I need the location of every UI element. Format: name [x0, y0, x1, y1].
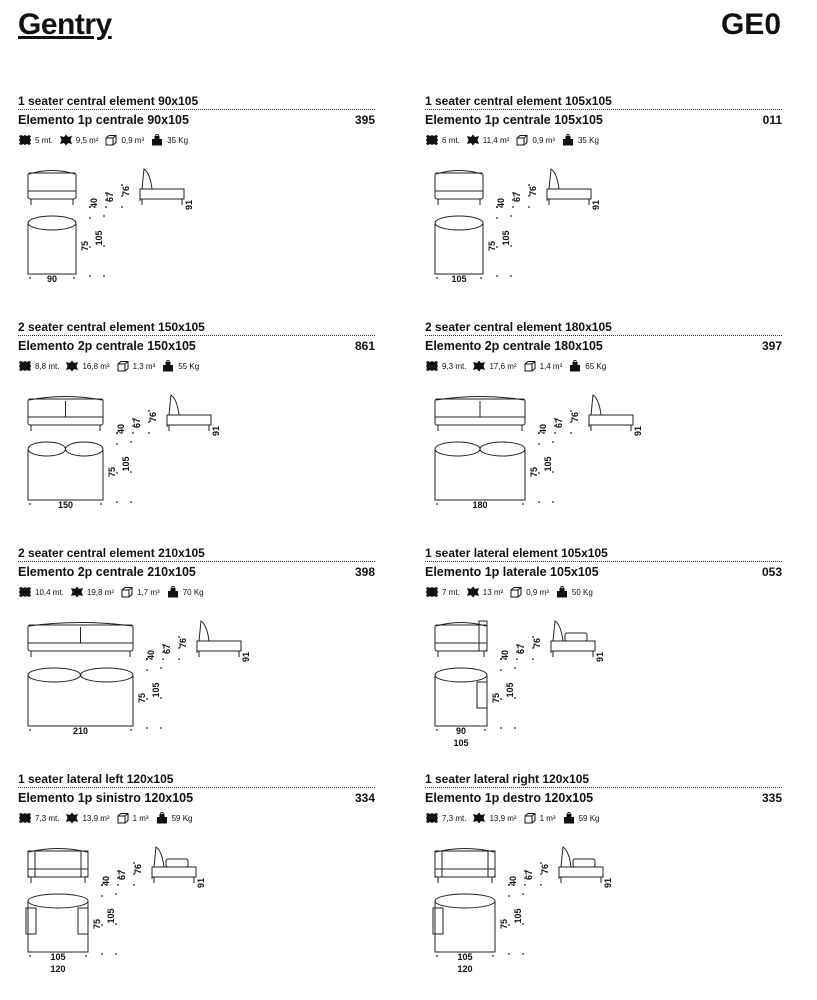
spec-weight: [561, 134, 599, 146]
title-it: Elemento 1p centrale 90x105: [18, 113, 189, 127]
spec-row: [425, 586, 593, 598]
dim-seat-depth: 75: [529, 466, 539, 478]
dim-arm-h: 67: [524, 869, 534, 881]
volume-icon: [523, 360, 537, 372]
spec-volume: [104, 134, 144, 146]
spec-row: [18, 134, 188, 146]
dim-seat-h: 40: [538, 423, 548, 435]
product-card: [425, 94, 782, 309]
weight-icon: [150, 134, 164, 146]
weight-icon: [555, 586, 569, 598]
dotted-divider: [425, 109, 782, 110]
dim-seat-h: 40: [496, 197, 506, 209]
dim-seat-depth: 75: [137, 692, 147, 704]
weight-value: 59 Kg: [578, 813, 600, 823]
volume-icon: [104, 134, 118, 146]
dimension-drawing: [18, 606, 318, 756]
dim-seat-h: 40: [116, 423, 126, 435]
dim-depth: 91: [603, 877, 613, 889]
fabric-value: 7,3 mt.: [442, 813, 467, 823]
dim-width: 105: [457, 952, 473, 962]
volume-value: 1,3 m³: [132, 361, 156, 371]
dim-total-depth: 105: [505, 682, 515, 698]
volume-value: 0,9 m³: [121, 135, 145, 145]
dotted-divider: [425, 787, 782, 788]
weight-value: 35 Kg: [577, 135, 599, 145]
volume-value: 1,4 m³: [539, 361, 563, 371]
leather-value: 9,5 m²: [75, 135, 99, 145]
fabric-value: 7,3 mt.: [35, 813, 60, 823]
spec-weight: [155, 812, 193, 824]
dim-depth: 91: [196, 877, 206, 889]
spec-leather: [466, 134, 510, 146]
product-card: [425, 320, 782, 535]
dim-back-h: 76: [528, 185, 538, 197]
dim-width: 90: [46, 274, 58, 284]
fabric-icon: [425, 586, 439, 598]
side-view: [197, 621, 241, 657]
spec-weight: [568, 360, 606, 372]
weight-value: 50 Kg: [571, 587, 593, 597]
fabric-icon: [18, 360, 32, 372]
leather-icon: [472, 812, 486, 824]
dim-arm-h: 67: [162, 643, 172, 655]
product-card: [18, 94, 375, 309]
dim-seat-depth: 75: [491, 692, 501, 704]
weight-value: 59 Kg: [171, 813, 193, 823]
volume-value: 1 m³: [539, 813, 556, 823]
item-code: 053: [761, 565, 782, 579]
title-en: 2 seater central element 210x105: [18, 546, 205, 560]
spec-fabric: [425, 812, 466, 824]
spec-leather: [466, 586, 503, 598]
weight-icon: [561, 134, 575, 146]
dim-seat-depth: 75: [92, 918, 102, 930]
title-en: 1 seater lateral left 120x105: [18, 772, 174, 786]
front-view: [28, 397, 103, 432]
front-view: [28, 849, 88, 884]
plan-view: [28, 216, 76, 274]
weight-value: 70 Kg: [182, 587, 204, 597]
dim-width: 150: [57, 500, 74, 510]
dotted-divider: [425, 335, 782, 336]
volume-icon: [116, 812, 130, 824]
product-card: [18, 546, 375, 761]
dimension-drawing: [18, 832, 318, 982]
spec-weight: [161, 360, 199, 372]
item-code: 011: [762, 113, 782, 127]
title-it: Elemento 1p sinistro 120x105: [18, 791, 194, 805]
leather-icon: [59, 134, 73, 146]
product-card: [18, 772, 375, 987]
dotted-divider: [18, 109, 375, 110]
leather-value: 17,6 m²: [489, 361, 517, 371]
fabric-icon: [425, 360, 439, 372]
dim-total-depth: 105: [94, 230, 104, 246]
spec-leather: [472, 812, 516, 824]
title-en: 1 seater central element 90x105: [18, 94, 199, 108]
leather-icon: [466, 586, 480, 598]
weight-icon: [568, 360, 582, 372]
plan-view: [435, 668, 487, 726]
spec-row: [425, 134, 599, 146]
fabric-value: 8,8 mt.: [35, 361, 60, 371]
collection-code: GE0: [720, 8, 781, 41]
plan-view: [435, 216, 483, 274]
leather-icon: [65, 360, 79, 372]
weight-icon: [155, 812, 169, 824]
plan-view: [433, 894, 495, 952]
dim-total-depth: 105: [501, 230, 511, 246]
leather-icon: [472, 360, 486, 372]
dim-depth: 91: [633, 425, 643, 437]
title-en: 2 seater central element 150x105: [18, 320, 205, 334]
side-view: [589, 395, 633, 431]
spec-row: [18, 586, 204, 598]
product-card: [18, 320, 375, 535]
leather-value: 16,8 m²: [82, 361, 110, 371]
dim-arm-h: 67: [105, 191, 115, 203]
fabric-icon: [18, 812, 32, 824]
title-it: Elemento 2p centrale 210x105: [18, 565, 196, 579]
spec-weight: [166, 586, 204, 598]
leather-value: 11,4 m²: [482, 135, 510, 145]
spec-weight: [555, 586, 593, 598]
front-view: [28, 171, 76, 206]
fabric-icon: [18, 586, 32, 598]
weight-icon: [562, 812, 576, 824]
spec-row: [425, 812, 599, 824]
front-view: [435, 171, 483, 206]
fabric-icon: [425, 134, 439, 146]
product-card: [425, 772, 782, 987]
dim-width-plan: 120: [457, 964, 473, 974]
fabric-value: 10,4 mt.: [35, 587, 64, 597]
dim-width: 105: [50, 952, 66, 962]
spec-fabric: [18, 134, 53, 146]
dim-seat-depth: 75: [499, 918, 509, 930]
dimension-drawing: [18, 154, 318, 304]
volume-icon: [509, 586, 523, 598]
dim-depth: 91: [591, 199, 601, 211]
spec-volume: [116, 360, 156, 372]
dim-back-h: 76: [532, 637, 542, 649]
title-en: 1 seater lateral element 105x105: [425, 546, 608, 560]
dim-depth: 91: [184, 199, 194, 211]
spec-volume: [523, 812, 556, 824]
dim-total-depth: 105: [106, 908, 116, 924]
spec-fabric: [425, 586, 460, 598]
spec-volume: [509, 586, 549, 598]
dim-seat-h: 40: [508, 875, 518, 887]
dim-seat-h: 40: [146, 649, 156, 661]
item-code: 395: [354, 113, 375, 127]
dim-seat-depth: 75: [107, 466, 117, 478]
weight-value: 35 Kg: [167, 135, 189, 145]
dim-width: 210: [72, 726, 89, 736]
spec-volume: [116, 812, 149, 824]
front-view: [435, 849, 495, 884]
dim-back-h: 76: [540, 863, 550, 875]
spec-fabric: [18, 360, 59, 372]
plan-view: [28, 442, 103, 500]
front-view: [435, 397, 525, 432]
dim-width-plan: 105: [453, 738, 469, 748]
spec-fabric: [425, 134, 460, 146]
dim-total-depth: 105: [543, 456, 553, 472]
leather-icon: [65, 812, 79, 824]
dim-depth: 91: [595, 651, 605, 663]
dim-back-h: 76: [148, 411, 158, 423]
leather-icon: [70, 586, 84, 598]
weight-value: 55 Kg: [178, 361, 200, 371]
item-code: 334: [354, 791, 375, 805]
dim-back-h: 76: [178, 637, 188, 649]
dim-arm-h: 67: [554, 417, 564, 429]
weight-icon: [161, 360, 175, 372]
dim-total-depth: 105: [151, 682, 161, 698]
spec-row: [18, 360, 199, 372]
brand-title: Gentry: [18, 8, 112, 41]
volume-icon: [523, 812, 537, 824]
title-it: Elemento 1p destro 120x105: [425, 791, 594, 805]
dimension-drawing: [18, 380, 318, 530]
fabric-value: 5 mt.: [35, 135, 53, 145]
dim-total-depth: 105: [121, 456, 131, 472]
spec-volume: [523, 360, 563, 372]
dim-back-h: 76: [570, 411, 580, 423]
fabric-icon: [18, 134, 32, 146]
volume-icon: [120, 586, 134, 598]
leather-value: 13,9 m²: [489, 813, 517, 823]
title-en: 2 seater central element 180x105: [425, 320, 612, 334]
leather-icon: [466, 134, 480, 146]
product-card: [425, 546, 782, 761]
dim-seat-h: 40: [89, 197, 99, 209]
volume-icon: [116, 360, 130, 372]
plan-view: [435, 442, 525, 500]
leather-value: 13,9 m²: [82, 813, 110, 823]
spec-row: [425, 360, 606, 372]
side-view: [547, 169, 591, 205]
spec-leather: [70, 586, 114, 598]
weight-value: 65 Kg: [585, 361, 607, 371]
dotted-divider: [18, 561, 375, 562]
front-view: [28, 623, 133, 658]
dim-arm-h: 67: [117, 869, 127, 881]
dim-depth: 91: [211, 425, 221, 437]
leather-value: 19,8 m²: [86, 587, 115, 597]
title-en: 1 seater central element 105x105: [425, 94, 612, 108]
plan-view: [28, 668, 133, 726]
dotted-divider: [18, 335, 375, 336]
side-view: [551, 621, 595, 657]
dim-seat-depth: 75: [487, 240, 497, 252]
dim-width: 90: [455, 726, 467, 736]
title-en: 1 seater lateral right 120x105: [425, 772, 590, 786]
front-view: [435, 621, 487, 657]
title-it: Elemento 2p centrale 150x105: [18, 339, 196, 353]
spec-leather: [65, 360, 109, 372]
dim-width: 180: [472, 500, 488, 510]
dim-arm-h: 67: [516, 643, 526, 655]
dimension-drawing: [425, 832, 725, 982]
spec-fabric: [425, 360, 466, 372]
fabric-icon: [425, 812, 439, 824]
dimension-drawing: [425, 606, 725, 756]
volume-value: 1 m³: [132, 813, 149, 823]
fabric-value: 6 mt.: [442, 135, 460, 145]
item-code: 861: [354, 339, 375, 353]
leather-value: 13 m²: [482, 587, 504, 597]
side-view: [152, 847, 196, 883]
dim-width: 105: [451, 274, 467, 284]
fabric-value: 7 mt.: [442, 587, 460, 597]
title-it: Elemento 2p centrale 180x105: [425, 339, 603, 353]
item-code: 398: [354, 565, 375, 579]
dotted-divider: [18, 787, 375, 788]
spec-row: [18, 812, 192, 824]
spec-leather: [59, 134, 99, 146]
volume-value: 0,9 m³: [526, 587, 549, 597]
dim-arm-h: 67: [512, 191, 522, 203]
dim-arm-h: 67: [132, 417, 142, 429]
fabric-value: 9,3 mt.: [442, 361, 467, 371]
dim-back-h: 76: [121, 185, 131, 197]
dim-total-depth: 105: [513, 908, 523, 924]
dimension-drawing: [425, 154, 725, 304]
title-it: Elemento 1p laterale 105x105: [425, 565, 599, 579]
weight-icon: [166, 586, 180, 598]
title-it: Elemento 1p centrale 105x105: [425, 113, 603, 127]
dim-seat-h: 40: [500, 649, 510, 661]
dimension-drawing: [425, 380, 725, 530]
item-code: 397: [761, 339, 782, 353]
dim-back-h: 76: [133, 863, 143, 875]
dim-seat-depth: 75: [80, 240, 90, 252]
spec-fabric: [18, 586, 64, 598]
spec-volume: [120, 586, 160, 598]
spec-weight: [150, 134, 188, 146]
dim-seat-h: 40: [101, 875, 111, 887]
side-view: [167, 395, 211, 431]
volume-value: 1,7 m³: [137, 587, 160, 597]
spec-weight: [562, 812, 600, 824]
spec-fabric: [18, 812, 59, 824]
dotted-divider: [425, 561, 782, 562]
side-view: [559, 847, 603, 883]
side-view: [140, 169, 184, 205]
volume-value: 0,9 m³: [532, 135, 555, 145]
spec-leather: [65, 812, 109, 824]
dim-depth: 91: [241, 651, 251, 663]
dim-width-plan: 120: [50, 964, 66, 974]
spec-leather: [472, 360, 516, 372]
volume-icon: [515, 134, 529, 146]
plan-view: [26, 894, 88, 952]
item-code: 335: [761, 791, 782, 805]
spec-volume: [515, 134, 555, 146]
